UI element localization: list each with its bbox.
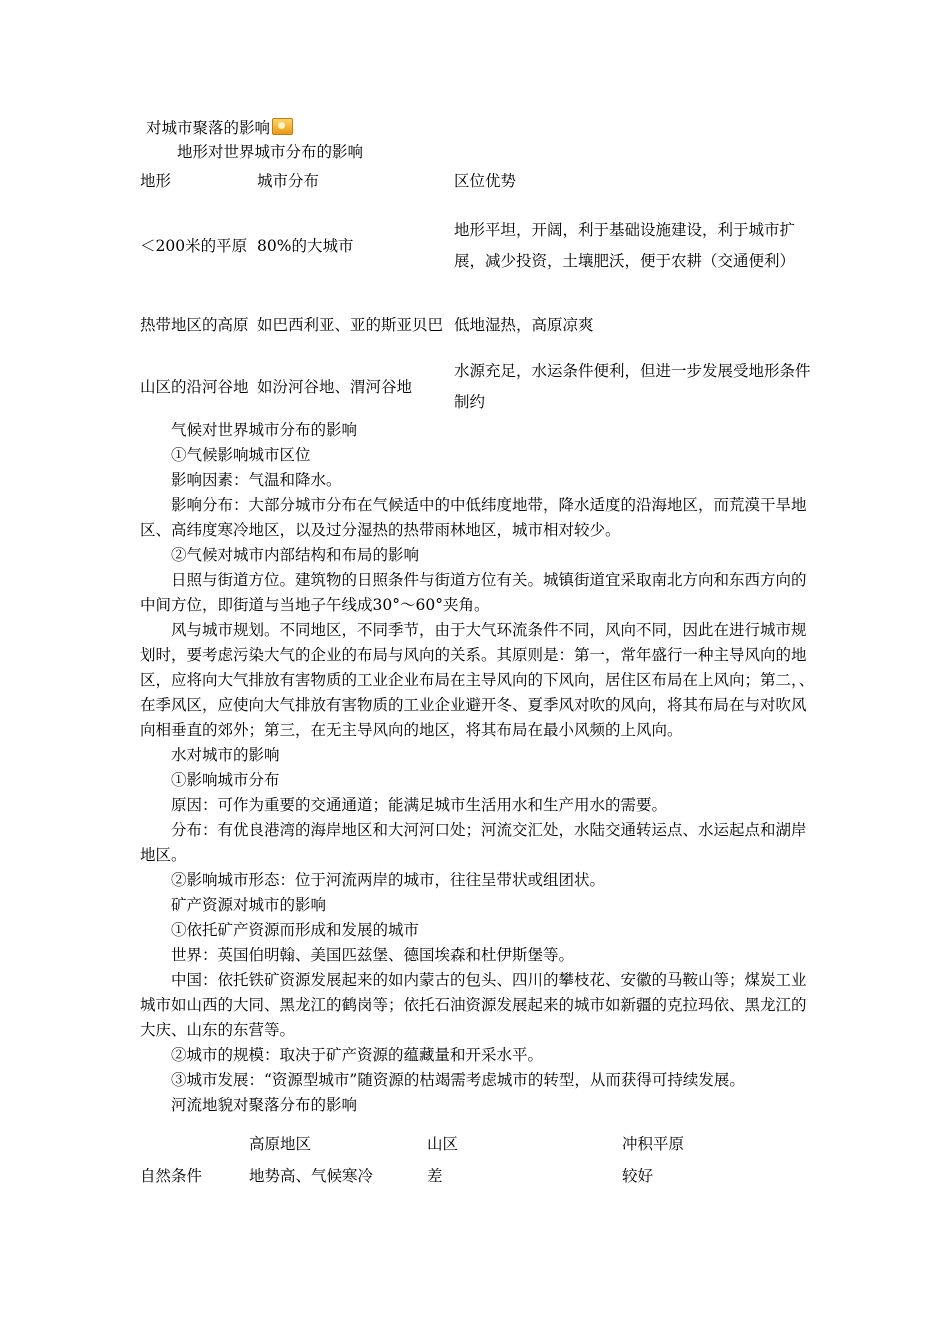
paragraph: 原因：可作为重要的交通通道；能满足城市生活用水和生产用水的需要。 bbox=[171, 796, 668, 814]
paragraph: 世界：英国伯明翰、美国匹兹堡、德国埃森和杜伊斯堡等。 bbox=[171, 946, 575, 964]
image-icon bbox=[272, 118, 293, 135]
table-cell: 80%的大城市 bbox=[257, 236, 354, 255]
paragraph: 风与城市规划。不同地区，不同季节，由于大气环流条件不同，风向不同，因此在进行城市规划时，要考虑污染大气的企业的布局与风向的关系。其原则是：第一，常年盛行一种主导风向的地区，应将向大气排放有害物质的工业企业布局在主导风向的下风向，居住区布局在上风向；第二，、在季风区，应使向大气排放有害物质的工业企业避开冬、夏季风对吹的风向，将其布局在与对吹风向相垂直的郊外；第三，在无主导风向的地区，将其布局在最小风频的上风向。 bbox=[140, 621, 815, 739]
section-title-minerals: 矿产资源对城市的影响 bbox=[171, 896, 327, 914]
table-cell: 自然条件 bbox=[140, 1167, 203, 1185]
paragraph: 中国：依托铁矿资源发展起来的如内蒙古的包头、四川的攀枝花、安徽的马鞍山等；煤炭工业城市如山西的大同、黑龙江的鹤岗等；依托石油资源发展起来的城市如新疆的克拉玛依、黑龙江的大庆、山东的东营等。 bbox=[140, 971, 807, 1039]
table-row bbox=[140, 1160, 815, 1192]
paragraph: 日照与街道方位。建筑物的日照条件与街道方位有关。城镇街道宜采取南北方向和东西方向的中间方位，即街道与当地子午线成30°～60°夹角。 bbox=[140, 571, 807, 614]
table-header-cell: 地形 bbox=[140, 171, 172, 190]
table-cell: 低地湿热，高原凉爽 bbox=[454, 315, 594, 334]
table-cell: 差 bbox=[427, 1167, 443, 1185]
table-header-row bbox=[140, 164, 815, 198]
paragraph: ②城市的规模：取决于矿产资源的蕴藏量和开采水平。 bbox=[171, 1046, 544, 1064]
paragraph: 影响因素：气温和降水。 bbox=[171, 471, 342, 489]
table-row bbox=[140, 198, 815, 294]
paragraph: ②气候对城市内部结构和布局的影响 bbox=[171, 546, 420, 564]
section-title-water: 水对城市的影响 bbox=[171, 746, 280, 764]
terrain-table bbox=[140, 164, 815, 418]
table-cell: 山区的沿河谷地 bbox=[140, 377, 249, 396]
table-header-cell bbox=[140, 1128, 249, 1160]
table-cell: ＜200米的平原 bbox=[140, 236, 248, 255]
section-title-terrain: 地形对世界城市分布的影响 bbox=[177, 143, 364, 161]
table-header-cell: 山区 bbox=[427, 1135, 459, 1153]
table-row bbox=[140, 294, 815, 356]
table-header-cell: 城市分布 bbox=[257, 171, 320, 190]
paragraph: ②影响城市形态：位于河流两岸的城市，往往呈带状或组团状。 bbox=[171, 871, 606, 889]
table-cell: 地势高、气候寒冷 bbox=[249, 1167, 374, 1185]
table-cell: 如汾河谷地、渭河谷地 bbox=[257, 377, 413, 396]
paragraph: ①气候影响城市区位 bbox=[171, 446, 311, 464]
table-cell: 水源充足，水运条件便利，但进一步发展受地形条件制约 bbox=[454, 362, 811, 411]
document-heading bbox=[146, 116, 815, 140]
table-row bbox=[140, 356, 815, 418]
paragraph: ③城市发展：“资源型城市”随资源的枯竭需考虑城市的转型，从而获得可持续发展。 bbox=[171, 1071, 745, 1089]
section-title-river-landforms: 河流地貌对聚落分布的影响 bbox=[171, 1096, 358, 1114]
table-header-cell: 冲积平原 bbox=[622, 1135, 685, 1153]
table-header-cell: 高原地区 bbox=[249, 1135, 312, 1153]
table-cell: 较好 bbox=[622, 1167, 654, 1185]
river-landform-table bbox=[140, 1128, 815, 1192]
paragraph: ①依托矿产资源而形成和发展的城市 bbox=[171, 921, 420, 939]
table-cell: 热带地区的高原 bbox=[140, 315, 249, 334]
paragraph: 影响分布：大部分城市分布在气候适中的中低纬度地带，降水适度的沿海地区，而荒漠干旱地区、高纬度寒冷地区，以及过分湿热的热带雨林地区，城市相对较少。 bbox=[140, 496, 807, 539]
section-title-climate: 气候对世界城市分布的影响 bbox=[171, 421, 358, 439]
paragraph: 分布：有优良港湾的海岸地区和大河河口处；河流交汇处，水陆交通转运点、水运起点和湖岸地区。 bbox=[140, 821, 807, 864]
paragraph: ①影响城市分布 bbox=[171, 771, 280, 789]
table-cell: 如巴西利亚、亚的斯亚贝巴 bbox=[257, 315, 444, 334]
table-header-cell: 区位优势 bbox=[454, 171, 517, 190]
heading-text: 对城市聚落的影响 bbox=[146, 119, 271, 137]
table-cell: 地形平坦，开阔，利于基础设施建设，利于城市扩展，减少投资，土壤肥沃，便于农耕（交通便利） bbox=[454, 221, 796, 270]
document-page bbox=[140, 116, 815, 1192]
table-header-row bbox=[140, 1128, 815, 1160]
